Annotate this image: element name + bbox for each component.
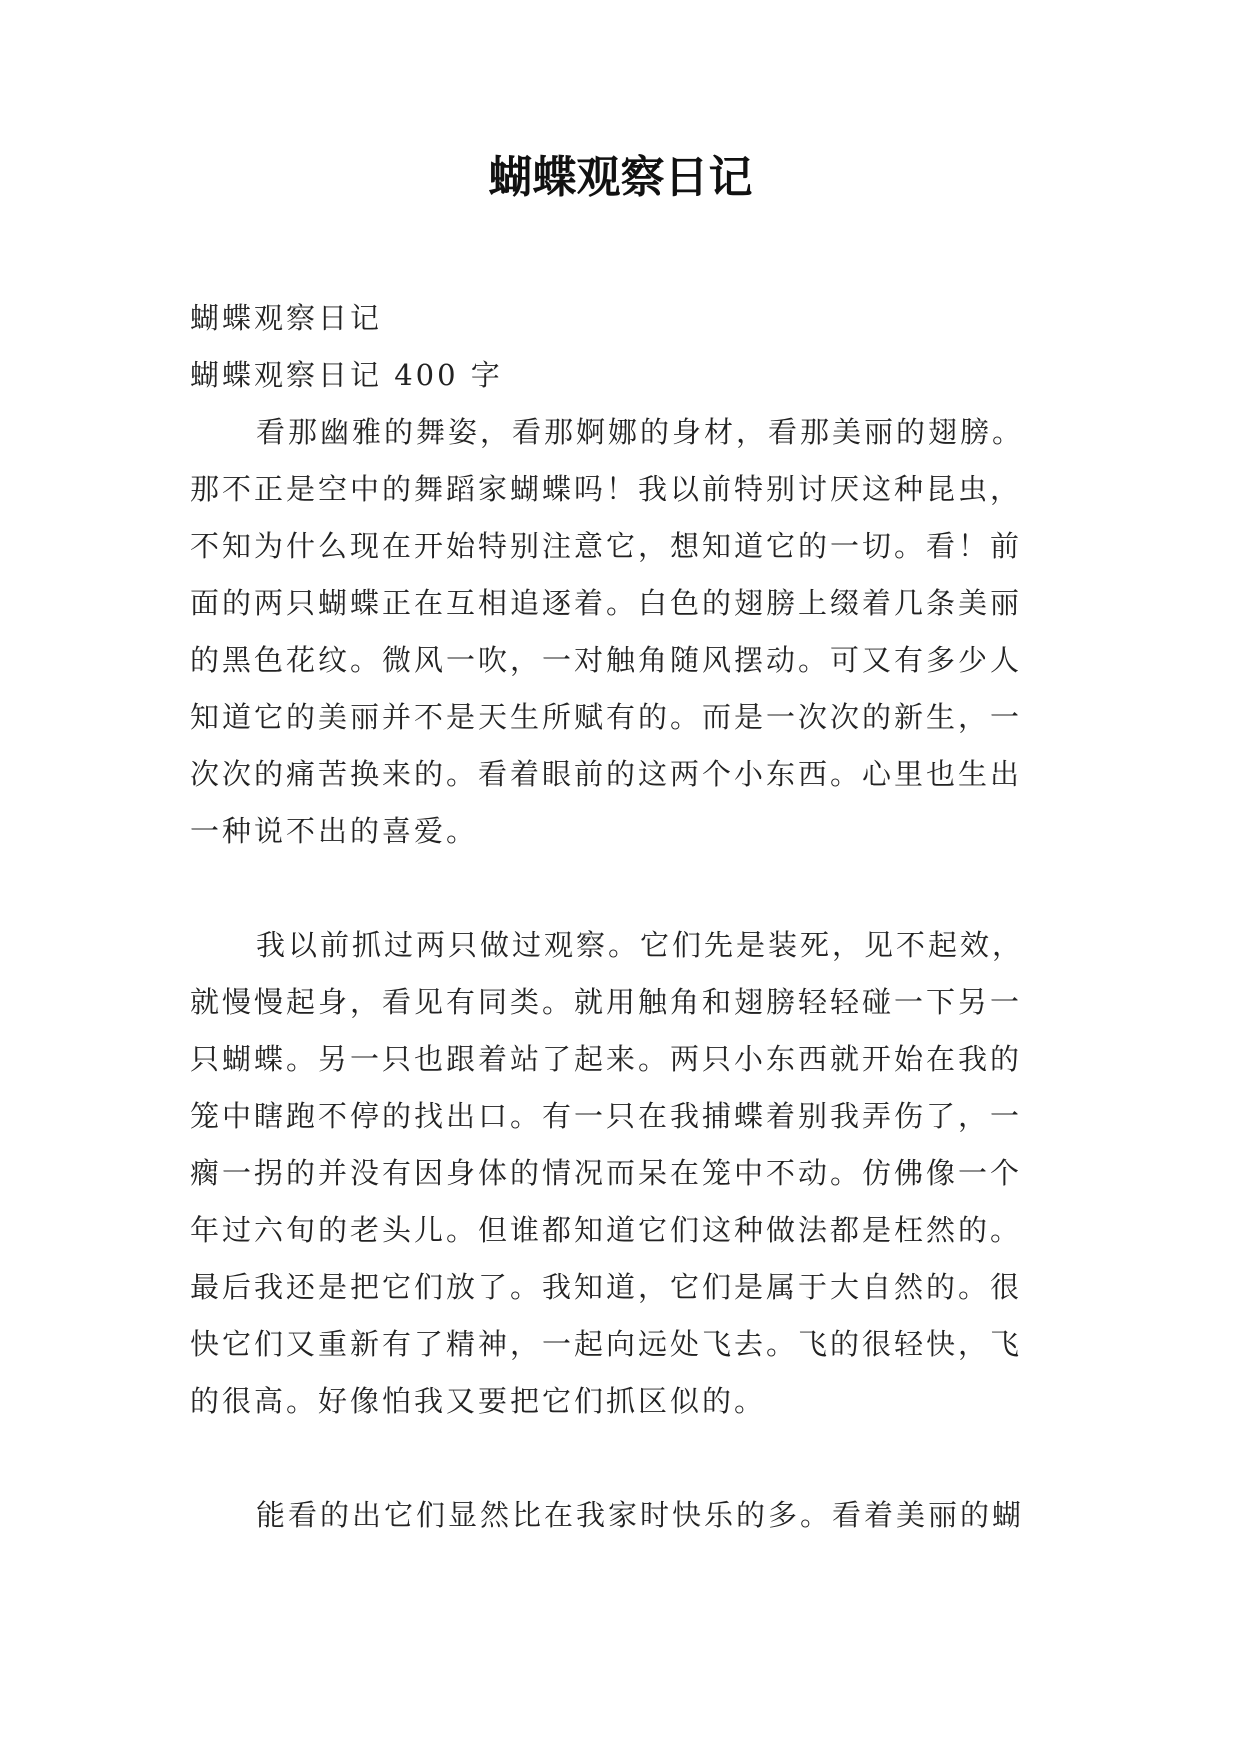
paragraph — [190, 1487, 1065, 1544]
text-line: 看那幽雅的舞姿，看那婀娜的身材，看那美丽的翅膀。 — [256, 415, 1025, 449]
text-line: 不知为什么现在开始特别注意它，想知道它的一切。看！前 — [190, 529, 1023, 563]
text-line: 面的两只蝴蝶正在互相追逐着。白色的翅膀上缀着几条美丽 — [190, 586, 1023, 620]
text-line: 的很高。好像怕我又要把它们抓区似的。 — [190, 1384, 767, 1418]
text-line: 瘸一拐的并没有因身体的情况而呆在笼中不动。仿佛像一个 — [190, 1156, 1023, 1190]
document-body — [190, 290, 1065, 1544]
text-line: 只蝴蝶。另一只也跟着站了起来。两只小东西就开始在我的 — [190, 1042, 1023, 1076]
paragraph — [190, 917, 1065, 1430]
text-line: 能看的出它们显然比在我家时快乐的多。看着美丽的蝴 — [256, 1498, 1025, 1532]
text-line: 我以前抓过两只做过观察。它们先是装死，见不起效， — [256, 928, 1025, 962]
text-line: 次次的痛苦换来的。看着眼前的这两个小东西。心里也生出 — [190, 757, 1023, 791]
subtitle-line: 蝴蝶观察日记 — [190, 301, 383, 335]
text-line: 年过六旬的老头儿。但谁都知道它们这种做法都是枉然的。 — [190, 1213, 1023, 1247]
text-line: 快它们又重新有了精神，一起向远处飞去。飞的很轻快，飞 — [190, 1327, 1023, 1361]
paragraph — [190, 404, 1065, 860]
text-line: 一种说不出的喜爱。 — [190, 814, 479, 848]
text-line: 笼中瞎跑不停的找出口。有一只在我捕蝶着别我弄伤了，一 — [190, 1099, 1023, 1133]
paragraph-spacer — [190, 1430, 1065, 1487]
subtitle-line: 蝴蝶观察日记 400 字 — [190, 358, 503, 392]
text-line: 最后我还是把它们放了。我知道，它们是属于大自然的。很 — [190, 1270, 1023, 1304]
document-title: 蝴蝶观察日记 — [488, 152, 753, 203]
text-line: 的黑色花纹。微风一吹，一对触角随风摆动。可又有多少人 — [190, 643, 1023, 677]
paragraph-spacer — [190, 860, 1065, 917]
text-line: 知道它的美丽并不是天生所赋有的。而是一次次的新生，一 — [190, 700, 1023, 734]
text-line: 就慢慢起身，看见有同类。就用触角和翅膀轻轻碰一下另一 — [190, 985, 1023, 1019]
text-line: 那不正是空中的舞蹈家蝴蝶吗！我以前特别讨厌这种昆虫， — [190, 472, 1023, 506]
